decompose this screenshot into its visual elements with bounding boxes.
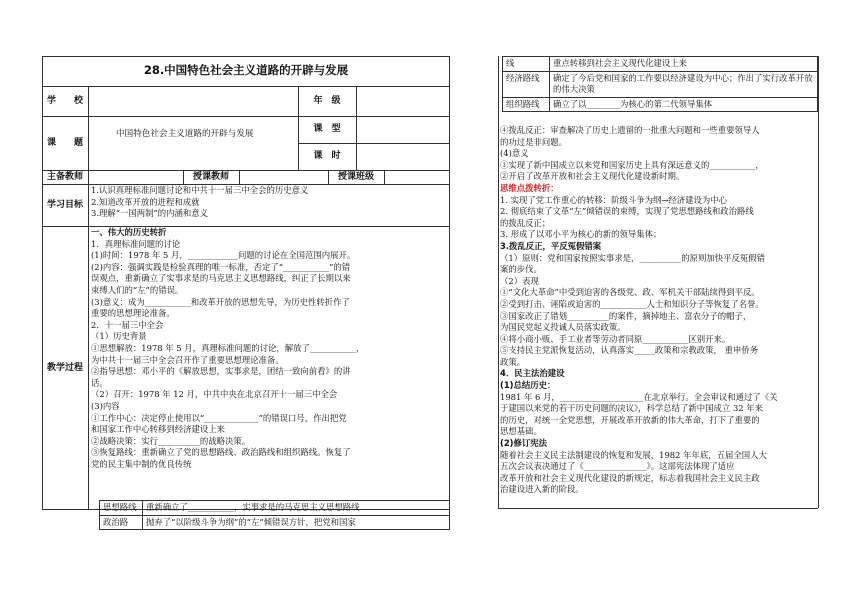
text-line: 的拨乱反正； bbox=[500, 217, 551, 228]
text-line: (3)内容 bbox=[91, 400, 120, 411]
text-line: 1. 实现了党工作重心的转移：阶级斗争为纲→经济建设为中心 bbox=[500, 194, 728, 205]
text-line: 重要的思想理论准备。 bbox=[91, 308, 175, 319]
divider bbox=[42, 86, 450, 87]
text-line: 为中共十一届三中全会召开作了重要思想理论准备。 bbox=[91, 354, 284, 365]
text-line: (4)意义 bbox=[500, 148, 529, 159]
text-line: 政策。 bbox=[500, 356, 526, 367]
route-table-right bbox=[502, 56, 818, 112]
goal-item: 3.理解“一国两制”的内涵和意义 bbox=[91, 208, 209, 219]
text-line: (1)时间：1978 年 5 月，____________问题的讨论在全国范围内展开。 bbox=[91, 250, 356, 261]
text-line: 话。 bbox=[91, 377, 108, 388]
text-line: ①思想解放：1978 年 5 月，真理标准问题的讨论，解放了___________， bbox=[91, 342, 365, 353]
divider bbox=[356, 86, 357, 170]
route-name: 线 bbox=[503, 57, 550, 72]
text-line: 为国民党起义投诚人员落实政策。 bbox=[500, 322, 626, 333]
topic-value: 中国特色社会主义道路的开辟与发展 bbox=[116, 129, 254, 139]
divider bbox=[818, 56, 819, 508]
text-line: 2. 彻底结束了文革“左”倾错误的束缚，实现了党思想路线和政治路线 bbox=[500, 206, 754, 217]
text-line: ②开启了改革开放和社会主义现代化建设新时期。 bbox=[500, 171, 685, 182]
route-name: 组织路线 bbox=[503, 97, 550, 112]
text-line: ②战略决策：实行__________的战略决策。 bbox=[91, 435, 251, 446]
text-line: 误观点，重新确立了实事求是的马克思主义思想路线，纠正了长期以来 bbox=[91, 273, 351, 284]
divider bbox=[384, 170, 385, 184]
divider bbox=[239, 170, 240, 184]
table-row bbox=[100, 515, 450, 530]
divider bbox=[498, 56, 499, 508]
text-line: ③国家改正了错划__________的案件，摘掉地主、富农分子的帽子， bbox=[500, 310, 752, 321]
route-name: 思想路线 bbox=[100, 501, 143, 516]
route-desc: 重新确立了___________，实事求是的马克思主义思想路线 bbox=[143, 501, 450, 516]
goals-list bbox=[91, 185, 447, 220]
table-row bbox=[100, 501, 450, 516]
text-line: 1．真理标准问题的讨论 bbox=[91, 238, 181, 249]
class-label: 授课班级 bbox=[337, 171, 374, 182]
goal-item: 2.知道改革开放的进程和成就 bbox=[91, 196, 200, 207]
text-line: (2)内容：强调实践是检验真理的唯一标准，否定了“___________”的错 bbox=[91, 261, 351, 272]
route-desc: 确立了以________为核心的第二代领导集体 bbox=[550, 97, 818, 112]
hours-label: 课 时 bbox=[313, 151, 341, 162]
text-line: 1981 年 6 月，____________________在北京举行。全会审议和通过了《关 bbox=[500, 391, 778, 402]
text-line: 案的步伐。 bbox=[500, 264, 542, 275]
left-content bbox=[91, 227, 448, 470]
route-desc: 抛弃了“以阶级斗争为纲”的“左”倾错误方针，把党和国家 bbox=[143, 515, 450, 530]
process-label: 教学过程 bbox=[46, 362, 83, 373]
goal-item: 1.认识真理标准问题讨论和中共十一届三中全会的历史意义 bbox=[91, 185, 309, 195]
type-label: 课 型 bbox=[313, 124, 341, 135]
table-row bbox=[503, 57, 818, 72]
divider bbox=[498, 508, 818, 509]
text-line: 4．民主法治建设 bbox=[500, 368, 565, 379]
text-line: （1）原则：党和国家按照实事求是，__________的原则加快平反冤假错 bbox=[500, 252, 765, 263]
school-label: 学 校 bbox=[46, 95, 83, 106]
text-line: ①实现了新中国成立以来党和国家历史上具有深远意义的___________， bbox=[500, 159, 764, 170]
text-line: 3.拨乱反正，平反冤假错案 bbox=[500, 240, 602, 251]
text-line: ④拨乱反正：审查解决了历史上遗留的一批重大问题和一些重要领导人 bbox=[500, 125, 760, 135]
text-line: ⑤支持民主党派恢复活动，认真落实_____政策和宗教政策， 重申侨务 bbox=[500, 345, 759, 356]
text-line: 治建设进入新的阶段。 bbox=[500, 484, 584, 495]
text-line: 思想基础。 bbox=[500, 426, 542, 437]
text-line: ①“文化大革命”中受到迫害的各级党、政、军机关干部陆续得到平反。 bbox=[500, 287, 760, 298]
text-line: (1)总结历史： bbox=[500, 380, 556, 391]
text-line: 束缚人们的“左”的错误。 bbox=[91, 284, 184, 295]
lead-teacher-label: 主备教师 bbox=[46, 171, 83, 182]
text-line: 于建国以来党的若干历史问题的决议》，科学总结了新中国成立 32 年来 bbox=[500, 403, 764, 414]
divider bbox=[42, 170, 450, 171]
route-table-left bbox=[99, 500, 450, 530]
text-line: （2）表现 bbox=[500, 275, 539, 286]
page-title: 28.中国特色社会主义道路的开辟与发展 bbox=[143, 63, 349, 77]
route-desc: 确定了今后党和国家的工作要以经济建设为中心；作出了实行改革开放的伟大决策 bbox=[550, 71, 818, 97]
table-row bbox=[503, 71, 818, 97]
divider bbox=[183, 170, 184, 184]
text-line: 2．十一届三中全会 bbox=[91, 319, 164, 330]
text-line: 五次会议表决通过了《_______________》。这部宪法体现了适应 bbox=[500, 461, 735, 472]
goals-label: 学习目标 bbox=[46, 199, 83, 210]
text-line: 党的民主集中制的优良传统 bbox=[91, 458, 192, 469]
text-line: （1）历史背景 bbox=[91, 331, 147, 342]
text-line: 3. 形成了以邓小平为核心的新的领导集体； bbox=[500, 229, 662, 240]
text-line: ④将小商小贩、手工业者等劳动者同原___________区别开来。 bbox=[500, 333, 731, 344]
text-line: 的功过是非问题。 bbox=[500, 136, 567, 147]
text-line: 和国家工作中心转移到经济建设上来 bbox=[91, 424, 225, 435]
topic-label: 课 题 bbox=[46, 137, 83, 148]
text-line: 一、伟大的历史转折 bbox=[91, 227, 167, 237]
text-line: ②指导思想：邓小平的《解放思想，实事求是，团结一致向前看》的讲 bbox=[91, 366, 351, 377]
table-row bbox=[503, 97, 818, 112]
route-desc: 重点转移到社会主义现代化建设上来 bbox=[550, 57, 818, 72]
grade-label: 年 级 bbox=[313, 95, 341, 106]
route-name: 政治路 bbox=[100, 515, 143, 530]
text-line: （2）召开：1978 年 12 月，中共中央在北京召开十一届三中全会 bbox=[91, 389, 338, 400]
text-line: ②受到打击、诬陷或迫害的___________人士和知识分子等恢复了名誉。 bbox=[500, 298, 764, 309]
text-line: 改革开放和社会主义现代化建设的新规定，标志着我国社会主义民主政 bbox=[500, 472, 760, 483]
text-line: (3)意义：成为___________和改革开放的思想先导，为历史性转折作了 bbox=[91, 296, 350, 307]
text-line: ③恢复路线：重新确立了党的思想路线、政治路线和组织路线。恢复了 bbox=[91, 447, 351, 458]
text-line: 的历史，对统一全党思想，开展改革开放新的伟大革命，打下了重要的 bbox=[500, 414, 760, 425]
divider bbox=[88, 184, 89, 510]
divider bbox=[42, 116, 450, 117]
route-name: 经济路线 bbox=[503, 71, 550, 97]
text-line: ①工作中心：决定停止使用以“_____________”的错误口号，作出把党 bbox=[91, 412, 347, 423]
right-content bbox=[500, 125, 818, 496]
text-line: (2)修订宪法 bbox=[500, 438, 547, 449]
text-line: 随着社会主义民主法制建设的恢复和发展，1982 年年底，五届全国人大 bbox=[500, 449, 767, 460]
text-line: 思维点拨转折： bbox=[500, 182, 559, 193]
teacher-label: 授课教师 bbox=[192, 171, 229, 182]
